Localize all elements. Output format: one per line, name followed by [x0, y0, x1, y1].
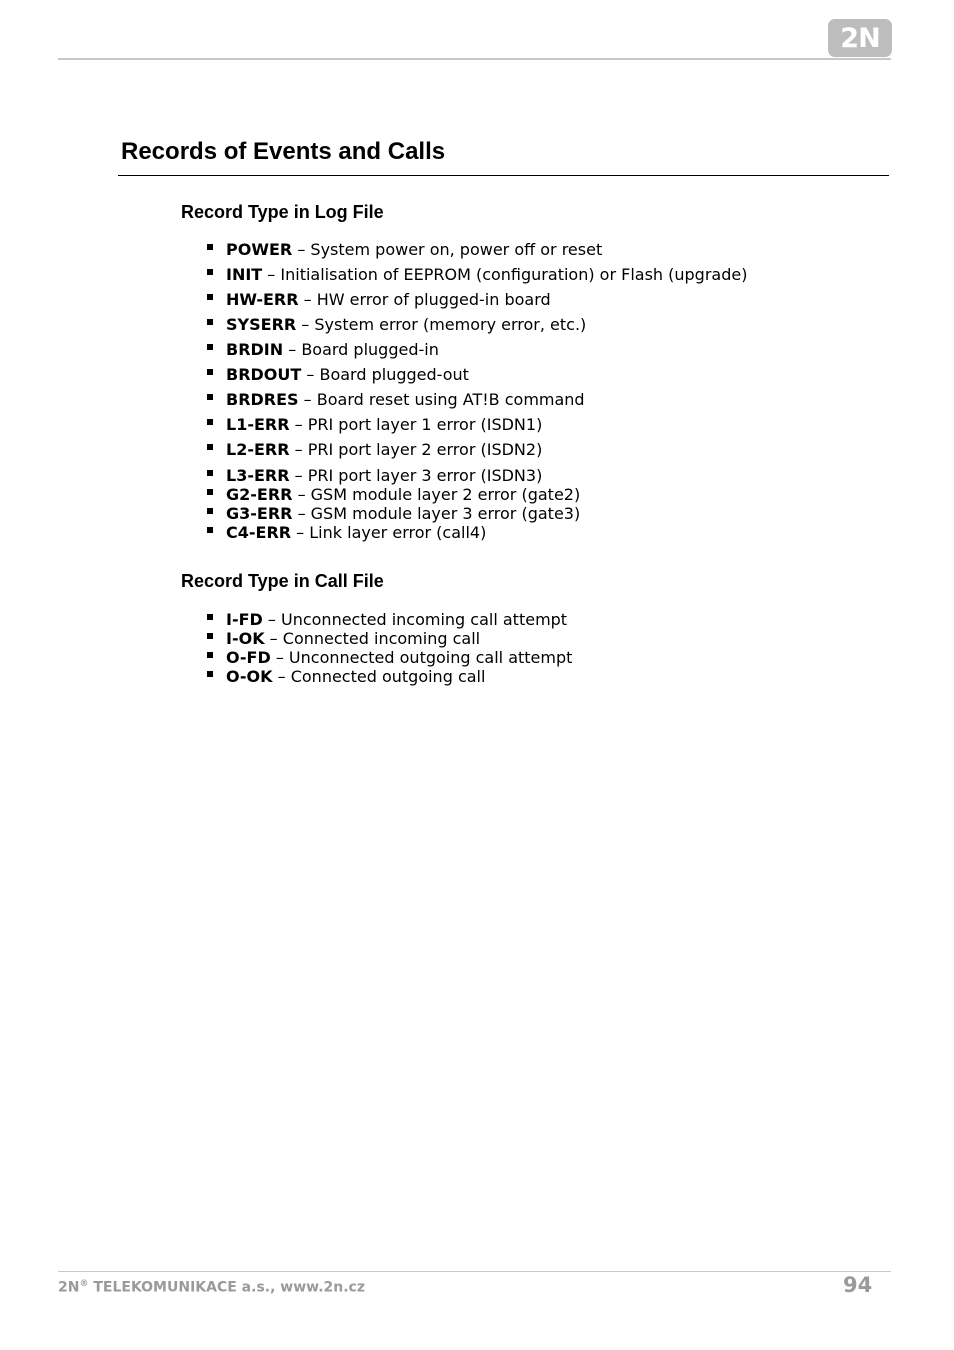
- square-bullet-icon: [207, 614, 213, 620]
- square-bullet-icon: [207, 369, 213, 375]
- list-item: [207, 667, 572, 686]
- list-item: [207, 265, 747, 290]
- record-description: – Connected incoming call: [264, 629, 481, 648]
- title-underline: [118, 175, 889, 176]
- square-bullet-icon: [207, 244, 213, 250]
- list-item: [207, 485, 747, 504]
- square-bullet-icon: [207, 527, 213, 533]
- record-description: – HW error of plugged-in board: [298, 290, 551, 309]
- record-description: – System error (memory error, etc.): [296, 315, 587, 334]
- record-code: I-FD: [226, 610, 263, 629]
- list-item: [207, 440, 747, 466]
- record-description: – Board reset using AT!B command: [298, 390, 585, 409]
- record-code: BRDIN: [226, 340, 284, 359]
- record-code: SYSERR: [226, 315, 297, 334]
- record-code: HW-ERR: [226, 290, 299, 309]
- square-bullet-icon: [207, 508, 213, 514]
- square-bullet-icon: [207, 419, 213, 425]
- call-record-types-list: [207, 610, 572, 686]
- record-code: G3-ERR: [226, 504, 293, 523]
- call-file-heading: Record Type in Call File: [181, 571, 384, 591]
- record-description: – GSM module layer 2 error (gate2): [292, 485, 581, 504]
- footer-company: [58, 1279, 365, 1296]
- 2n-logo: 2N: [828, 19, 892, 57]
- record-description: – Board plugged-out: [301, 365, 469, 384]
- header-divider: [58, 58, 891, 60]
- list-item: [207, 504, 747, 523]
- record-description: – System power on, power off or reset: [292, 240, 603, 259]
- square-bullet-icon: [207, 671, 213, 677]
- record-code: BRDRES: [226, 390, 299, 409]
- square-bullet-icon: [207, 344, 213, 350]
- footer-divider: [58, 1271, 891, 1272]
- registered-mark: ®: [79, 1279, 89, 1289]
- record-code: L3-ERR: [226, 466, 290, 485]
- footer-company-text: TELEKOMUNIKACE a.s., www.2n.cz: [88, 1279, 365, 1296]
- square-bullet-icon: [207, 652, 213, 658]
- record-code: L2-ERR: [226, 440, 290, 459]
- record-code: C4-ERR: [226, 523, 292, 542]
- list-item: [207, 365, 747, 390]
- record-description: – PRI port layer 1 error (ISDN1): [289, 415, 543, 434]
- square-bullet-icon: [207, 269, 213, 275]
- square-bullet-icon: [207, 489, 213, 495]
- record-description: – Unconnected incoming call attempt: [262, 610, 568, 629]
- square-bullet-icon: [207, 444, 213, 450]
- list-item: [207, 523, 747, 542]
- list-item: [207, 390, 747, 415]
- page-title: Records of Events and Calls: [121, 138, 446, 165]
- record-code: I-OK: [226, 629, 265, 648]
- record-description: – Unconnected outgoing call attempt: [270, 648, 573, 667]
- list-item: [207, 610, 572, 629]
- square-bullet-icon: [207, 394, 213, 400]
- square-bullet-icon: [207, 633, 213, 639]
- square-bullet-icon: [207, 319, 213, 325]
- record-description: – Link layer error (call4): [291, 523, 487, 542]
- list-item: [207, 315, 747, 340]
- record-description: – Board plugged-in: [283, 340, 439, 359]
- square-bullet-icon: [207, 294, 213, 300]
- list-item: [207, 340, 747, 365]
- record-code: INIT: [226, 265, 263, 284]
- record-code: POWER: [226, 240, 293, 259]
- log-record-types-list: [207, 240, 747, 542]
- page-number: 94: [843, 1273, 873, 1297]
- list-item: [207, 648, 572, 667]
- log-file-heading: Record Type in Log File: [181, 202, 384, 222]
- list-item: [207, 415, 747, 440]
- record-description: – Initialisation of EEPROM (configuration) or Flash (upgrade): [262, 265, 748, 284]
- record-description: – PRI port layer 2 error (ISDN2): [289, 440, 543, 459]
- footer-company-prefix: 2N: [58, 1279, 80, 1296]
- record-description: – GSM module layer 3 error (gate3): [292, 504, 581, 523]
- list-item: [207, 240, 747, 265]
- square-bullet-icon: [207, 470, 213, 476]
- record-code: G2-ERR: [226, 485, 293, 504]
- list-item: [207, 466, 747, 485]
- list-item: [207, 629, 572, 648]
- list-item: [207, 290, 747, 315]
- record-description: – Connected outgoing call: [272, 667, 486, 686]
- record-code: L1-ERR: [226, 415, 290, 434]
- record-code: O-FD: [226, 648, 271, 667]
- record-code: BRDOUT: [226, 365, 302, 384]
- record-code: O-OK: [226, 667, 273, 686]
- record-description: – PRI port layer 3 error (ISDN3): [289, 466, 543, 485]
